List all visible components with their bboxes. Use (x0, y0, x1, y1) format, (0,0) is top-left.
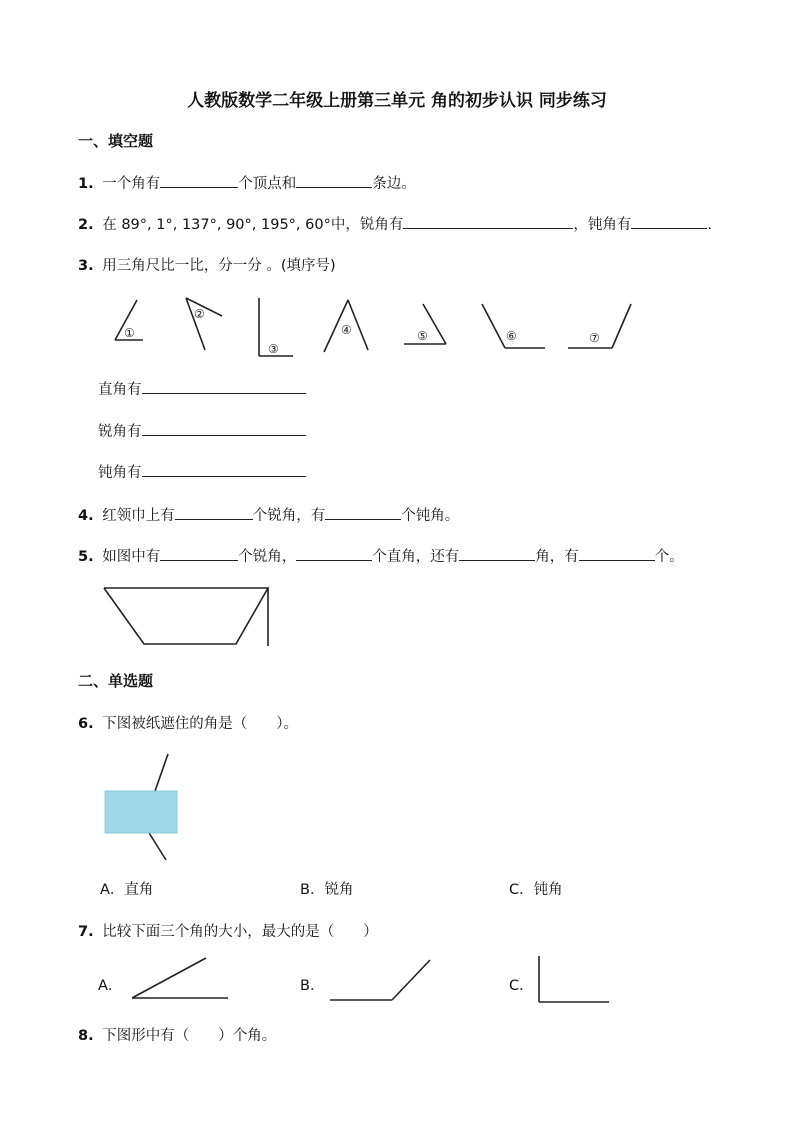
trapezoid-figure (100, 582, 300, 652)
answer-blank[interactable] (142, 462, 306, 477)
angle-2-label: ② (194, 307, 205, 321)
question-text: 下图形中有（ ）个角。 (102, 1028, 277, 1044)
angle-5-label: ⑤ (417, 329, 428, 343)
question-number: 1. (78, 176, 94, 192)
answer-label: 直角有 (98, 382, 142, 398)
answer-blank[interactable] (325, 505, 401, 520)
page-title: 人教版数学二年级上册第三单元 角的初步认识 同步练习 (187, 91, 607, 111)
question-text: . (707, 217, 712, 233)
option-b[interactable]: B．锐角 (300, 882, 354, 898)
angle-b-side (392, 960, 430, 1000)
question-2 (78, 213, 712, 234)
answer-blank[interactable] (459, 546, 535, 561)
answer-blank[interactable] (142, 421, 306, 436)
question-text: 用三角尺比一比，分一分 。(填序号) (102, 258, 336, 274)
acute-angle-answer (98, 420, 306, 441)
question-8 (78, 1024, 276, 1045)
compare-angles-figure (120, 952, 740, 1012)
question-7 (78, 920, 378, 941)
question-text: 个锐角， (238, 549, 297, 565)
question-3 (78, 254, 336, 275)
answer-blank[interactable] (579, 546, 655, 561)
option-a[interactable]: A． (98, 978, 123, 994)
answer-blank[interactable] (296, 173, 372, 188)
question-number: 4. (78, 508, 94, 524)
angle-3-label: ③ (268, 342, 279, 356)
question-number: 7. (78, 924, 94, 940)
section-single-choice: 二、单选题 (78, 672, 154, 690)
hidden-angle-figure (100, 748, 220, 868)
trapezoid-shape (104, 588, 268, 644)
question-text: 比较下面三个角的大小，最大的是（ ） (102, 924, 378, 940)
question-text: 个顶点和 (238, 176, 297, 192)
angle-4-label: ④ (341, 323, 352, 337)
angle-1-label: ① (124, 326, 135, 340)
answer-blank[interactable] (160, 173, 238, 188)
question-text: 个直角，还有 (372, 549, 460, 565)
question-number: 3. (78, 258, 94, 274)
option-a[interactable]: A．直角 (100, 882, 154, 898)
question-text: 红领巾上有 (102, 508, 175, 524)
answer-label: 钝角有 (98, 465, 142, 481)
option-b[interactable]: B． (300, 978, 325, 994)
question-number: 5. (78, 549, 94, 565)
question-text: 角，有 (535, 549, 579, 565)
question-number: 6. (78, 716, 94, 732)
angle-7-label: ⑦ (589, 331, 600, 345)
question-text: 个钝角。 (401, 508, 460, 524)
section-fill-blank: 一、填空题 (78, 132, 154, 150)
question-text: 在 89°, 1°, 137°, 90°, 195°, 60°中，锐角有 (102, 217, 404, 233)
question-text: 一个角有 (102, 176, 161, 192)
answer-blank[interactable] (175, 505, 253, 520)
angle-7-side (612, 304, 631, 348)
question-text: 条边。 (372, 176, 416, 192)
option-c[interactable]: C．钝角 (509, 882, 563, 898)
question-text: 个锐角，有 (252, 508, 326, 524)
angle-side-top (154, 754, 168, 794)
question-1 (78, 172, 416, 193)
obtuse-angle-answer (98, 461, 306, 482)
question-number: 2. (78, 217, 94, 233)
answer-blank[interactable] (631, 214, 707, 229)
question-4 (78, 504, 459, 525)
option-c[interactable]: C． (509, 978, 534, 994)
question-text: 下图被纸遮住的角是（ ）。 (102, 716, 298, 732)
question-5 (78, 545, 684, 566)
question-text: ，钝角有 (573, 217, 632, 233)
answer-blank[interactable] (142, 379, 306, 394)
angle-6-label: ⑥ (506, 329, 517, 343)
question-text: 如图中有 (102, 549, 161, 565)
angle-6-side (482, 304, 505, 348)
question-number: 8. (78, 1028, 94, 1044)
answer-blank[interactable] (160, 546, 238, 561)
question-6 (78, 712, 298, 733)
right-angle-answer (98, 378, 306, 399)
answer-label: 锐角有 (98, 424, 142, 440)
question-text: 个。 (654, 549, 684, 565)
answer-blank[interactable] (403, 214, 573, 229)
paper-cover (105, 791, 177, 833)
angle-a-side (132, 958, 206, 998)
answer-blank[interactable] (296, 546, 372, 561)
angles-figure (0, 290, 794, 370)
